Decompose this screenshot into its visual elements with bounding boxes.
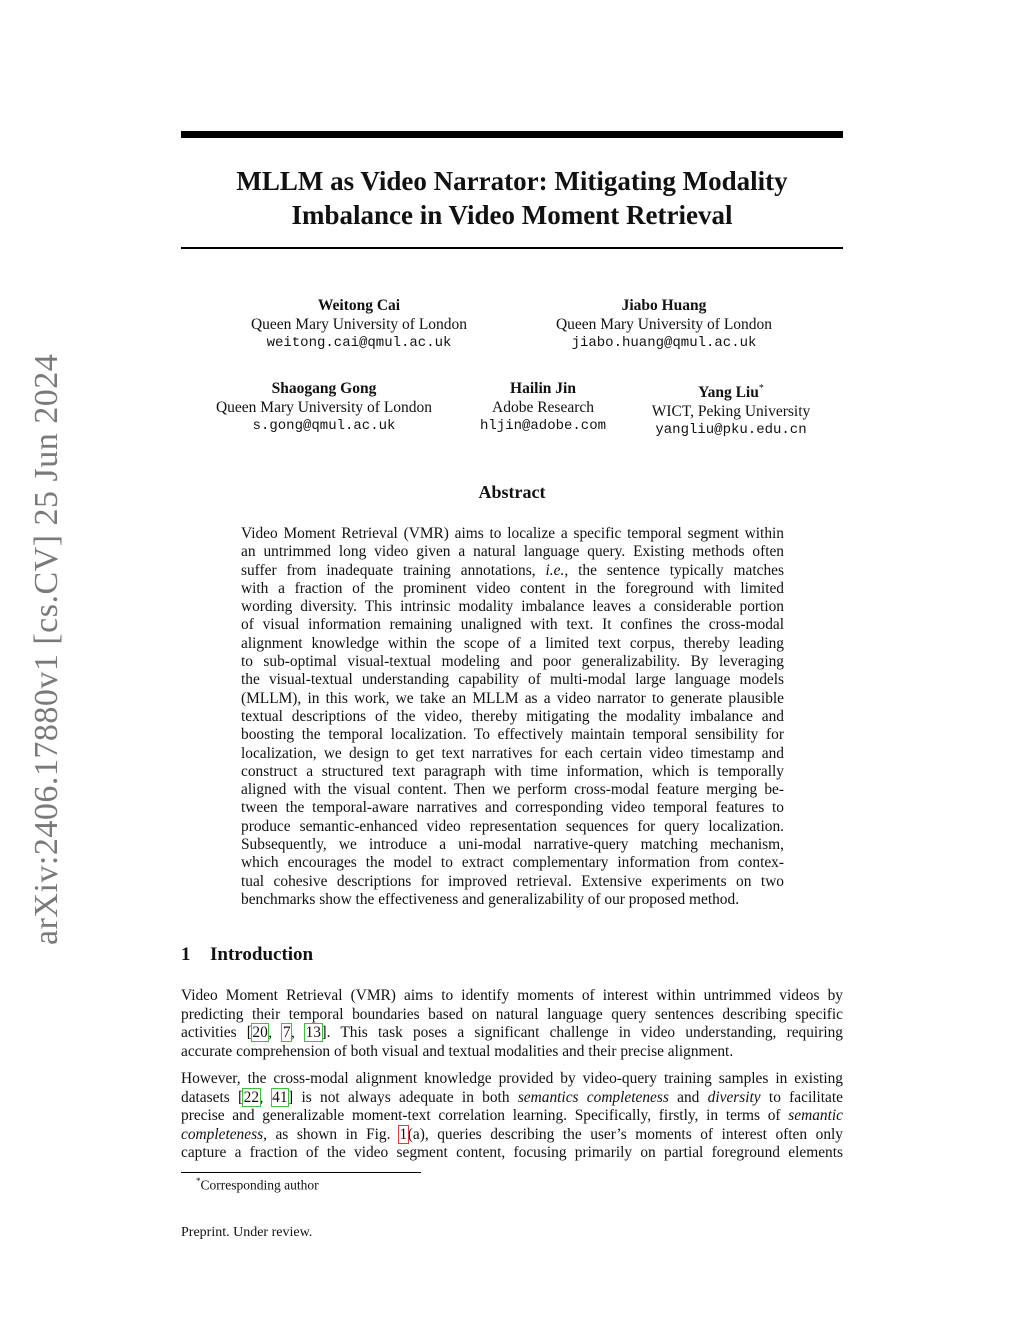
body-italic: semantics completeness bbox=[517, 1088, 669, 1106]
abstract-text: suffer from inadequate training annotations, bbox=[241, 561, 546, 579]
intro-paragraph-2 bbox=[181, 1070, 843, 1163]
abstract-line: tween the temporal-aware narratives and corresponding video temporal features to bbox=[241, 799, 784, 817]
abstract-italic: i.e. bbox=[545, 561, 565, 579]
body-text: ]. This task poses a significant challenge in video understanding, requiring bbox=[321, 1024, 843, 1041]
author-email[interactable]: s.gong@qmul.ac.uk bbox=[252, 418, 396, 434]
abstract-line: textual descriptions of the video, thereby mitigating the modality imbalance and bbox=[241, 707, 784, 725]
author-email[interactable]: hljin@adobe.com bbox=[479, 418, 607, 434]
title-rule-bottom bbox=[181, 247, 843, 249]
section-number: 1 bbox=[181, 944, 191, 965]
body-text: activities [ bbox=[181, 1024, 252, 1041]
author-email[interactable]: weitong.cai@qmul.ac.uk bbox=[266, 335, 452, 351]
body-line: capture a fraction of the video segment content, focusing primarily on partial foreground elements bbox=[181, 1144, 843, 1161]
abstract-line bbox=[241, 562, 784, 580]
body-line: datasets [22, 41] is not always adequate in both semantics completeness and diversity to facilitate bbox=[181, 1088, 843, 1106]
abstract-line: of visual information remaining unaligned with text. It confines the cross-modal bbox=[241, 616, 784, 634]
figure-link[interactable]: 1 bbox=[399, 1125, 408, 1143]
body-line bbox=[181, 1126, 843, 1145]
body-text: datasets [ bbox=[181, 1088, 244, 1106]
author-block bbox=[468, 379, 618, 436]
body-text: precise and generalizable moment-text correlation learning. Specifically, firstly, in terms of bbox=[181, 1107, 789, 1124]
body-line: accurate comprehension of both visual and textual modalities and their precise alignment. bbox=[181, 1042, 734, 1060]
body-italic: completeness bbox=[181, 1125, 264, 1143]
abstract-heading: Abstract bbox=[478, 482, 546, 502]
citation-link[interactable]: 22 bbox=[243, 1088, 260, 1106]
abstract-line: an untrimmed long video given a natural language query. Existing methods often bbox=[241, 543, 784, 561]
section-heading bbox=[181, 944, 313, 966]
arxiv-stamp: arXiv:2406.17880v1 [cs.CV] 25 Jun 2024 bbox=[28, 353, 65, 945]
abstract-line: with a fraction of the prominent video content in the foreground with limited bbox=[241, 579, 784, 597]
body-line: predicting their temporal boundaries based on natural language query sentences describing specific bbox=[181, 1005, 843, 1023]
abstract-line: boosting the temporal localization. To effectively maintain temporal sensibility for bbox=[241, 726, 784, 744]
author-name-text: Yang Liu bbox=[698, 384, 759, 402]
preprint-note: Preprint. Under review. bbox=[181, 1225, 313, 1240]
abstract-text: , the sentence typically matches bbox=[564, 561, 784, 579]
footnote bbox=[196, 1176, 319, 1194]
author-affiliation: Queen Mary University of London bbox=[215, 399, 433, 416]
abstract-line: alignment knowledge within the scope of a limited text corpus, thereby leading bbox=[241, 634, 784, 652]
author-affiliation: WICT, Peking University bbox=[651, 403, 811, 421]
abstract-line: which encourages the model to extract complementary information from contex- bbox=[241, 854, 784, 872]
body-line: Video Moment Retrieval (VMR) aims to identify moments of interest within untrimmed videos by bbox=[181, 987, 843, 1004]
author-name bbox=[640, 379, 822, 402]
body-line: However, the cross-modal alignment knowledge provided by video-query training samples in existing bbox=[181, 1070, 843, 1087]
author-name: Jiabo Huang bbox=[621, 297, 707, 314]
citation-link[interactable]: 13 bbox=[305, 1024, 321, 1041]
title-rule-top bbox=[181, 131, 843, 138]
footnote-rule bbox=[181, 1172, 421, 1173]
body-line: activities [20, 7, 13]. This task poses a significant challenge in video understanding, requiring bbox=[181, 1024, 843, 1041]
author-email[interactable]: jiabo.huang@qmul.ac.uk bbox=[571, 335, 757, 351]
paper-title bbox=[181, 164, 843, 232]
abstract-line: benchmarks show the effectiveness and generalizability of our proposed method. bbox=[241, 890, 740, 908]
title-line-1: MLLM as Video Narrator: Mitigating Modality bbox=[236, 166, 788, 196]
abstract-line: Subsequently, we introduce a uni-modal narrative-query matching mechanism, bbox=[241, 836, 784, 854]
body-text: to facilitate bbox=[760, 1088, 843, 1106]
author-block bbox=[239, 296, 479, 353]
author-affiliation: Queen Mary University of London bbox=[250, 316, 468, 333]
body-text: and bbox=[668, 1088, 708, 1106]
abstract-line: Video Moment Retrieval (VMR) aims to localize a specific temporal segment within bbox=[241, 525, 784, 542]
author-affiliation: Queen Mary University of London bbox=[555, 316, 773, 333]
abstract-line: wording diversity. This intrinsic modality imbalance leaves a considerable portion bbox=[241, 598, 784, 616]
abstract-body bbox=[241, 525, 784, 909]
citation-link[interactable]: 7 bbox=[282, 1024, 291, 1041]
abstract-line: tual cohesive descriptions for improved retrieval. Extensive experiments on two bbox=[241, 872, 784, 890]
author-block bbox=[640, 379, 822, 440]
body-text: , as shown in Fig. bbox=[263, 1125, 400, 1143]
corresponding-mark: * bbox=[758, 383, 764, 394]
author-email[interactable]: yangliu@pku.edu.cn bbox=[655, 422, 807, 439]
author-block bbox=[544, 296, 784, 353]
abstract-line: the visual-textual understanding capability of multi-modal large language models bbox=[241, 671, 784, 689]
author-block bbox=[203, 379, 445, 436]
body-text: (a), queries describing the user’s moments of interest often only bbox=[407, 1125, 843, 1143]
title-line-2: Imbalance in Video Moment Retrieval bbox=[291, 200, 733, 230]
author-affiliation: Adobe Research bbox=[492, 399, 594, 416]
author-name: Weitong Cai bbox=[317, 297, 401, 314]
abstract-line: (MLLM), in this work, we take an MLLM as a video narrator to generate plausible bbox=[241, 689, 784, 707]
intro-paragraph-1 bbox=[181, 987, 843, 1061]
body-line bbox=[181, 1107, 843, 1126]
abstract-line: to sub-optimal visual-textual modeling and poor generalizability. By leveraging bbox=[241, 653, 784, 671]
abstract-line: localization, we design to get text narratives for each certain video timestamp and bbox=[241, 744, 784, 762]
footnote-text: Corresponding author bbox=[200, 1177, 319, 1193]
citation-link[interactable]: 41 bbox=[272, 1088, 288, 1106]
section-title: Introduction bbox=[210, 944, 314, 965]
abstract-line: aligned with the visual content. Then we perform cross-modal feature merging be- bbox=[241, 781, 784, 799]
author-name: Hailin Jin bbox=[510, 380, 576, 397]
abstract-line: produce semantic-enhanced video representation sequences for query localization. bbox=[241, 817, 784, 835]
body-italic: semantic bbox=[788, 1107, 843, 1124]
abstract-line: construct a structured text paragraph with time information, which is temporally bbox=[241, 762, 784, 780]
body-text: ] is not always adequate in both bbox=[288, 1088, 518, 1106]
author-name: Shaogang Gong bbox=[271, 380, 377, 397]
footnote-mark: * bbox=[196, 1176, 201, 1186]
body-italic: diversity bbox=[707, 1088, 761, 1106]
citation-link[interactable]: 20 bbox=[252, 1024, 268, 1041]
